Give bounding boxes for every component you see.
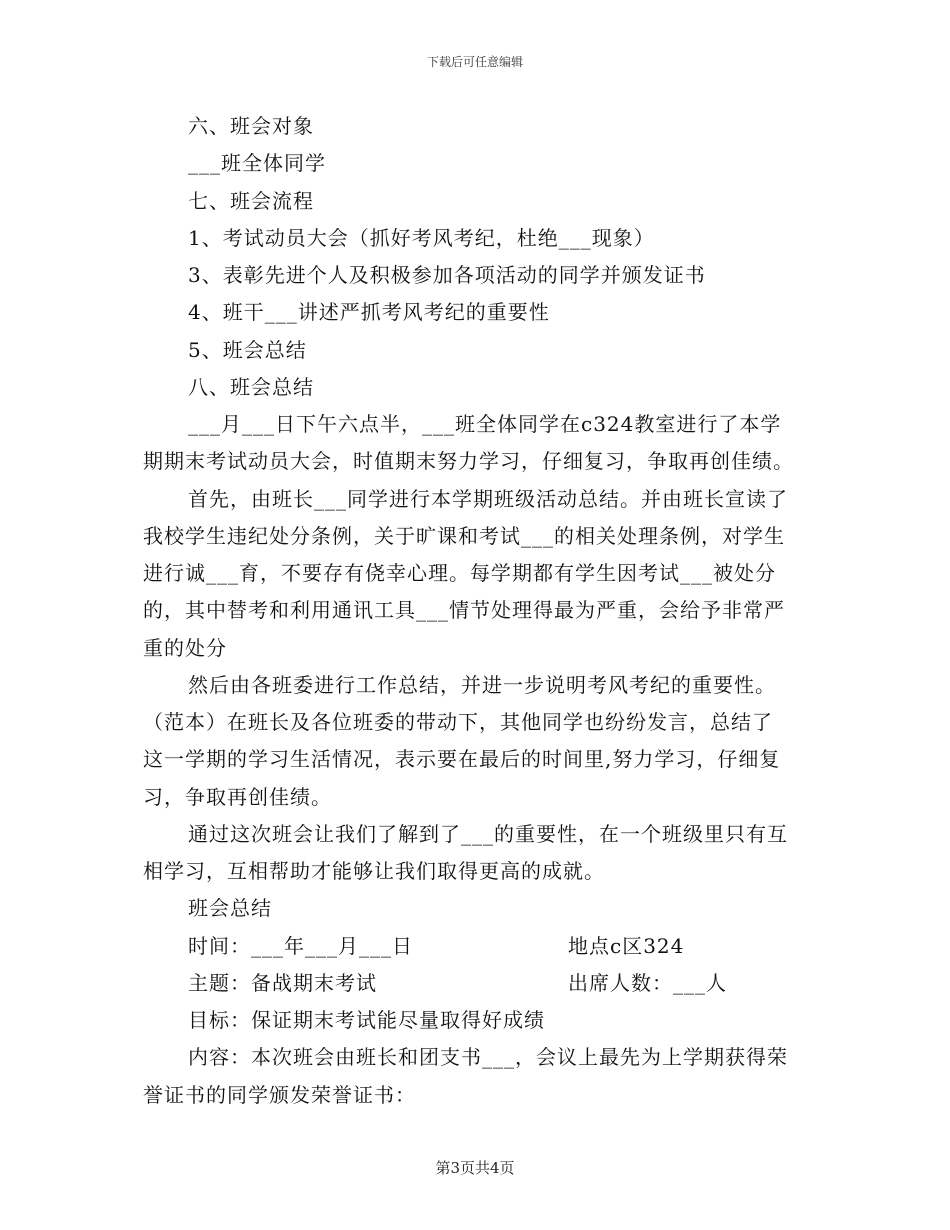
- paragraph-line: 这一学期的学习生活情况，表示要在最后的时间里,努力学习，仔细复: [143, 747, 781, 771]
- info-theme: 主题：备战期末考试: [188, 971, 377, 995]
- list-item: 4、班干___讲述严抓考风考纪的重要性: [188, 300, 550, 324]
- paragraph-line: ___班全体同学: [188, 151, 326, 175]
- info-time: 时间：___年___月___日: [188, 934, 413, 958]
- paragraph-line: 首先，由班长___同学进行本学期班级活动总结。并由班长宣读了: [188, 487, 788, 511]
- list-item: 5、班会总结: [188, 338, 307, 362]
- section-heading: 七、班会流程: [188, 189, 314, 213]
- info-attendance: 出席人数：___人: [568, 971, 727, 995]
- page-footer: 第3页共4页: [435, 1159, 515, 1177]
- paragraph-line: 习，争取再创佳绩。: [143, 785, 332, 809]
- list-item: 3、表彰先进个人及积极参加各项活动的同学并颁发证书: [188, 263, 706, 287]
- paragraph-line: 的，其中替考和利用通讯工具___情节处理得最为严重，会给予非常严: [143, 598, 785, 622]
- section-heading: 六、班会对象: [188, 114, 314, 138]
- section-heading: 班会总结: [188, 896, 272, 920]
- info-goal: 目标：保证期末考试能尽量取得好成绩: [188, 1008, 545, 1032]
- paragraph-line: 相学习，互相帮助才能够让我们取得更高的成就。: [143, 859, 605, 883]
- paragraph-line: 誉证书的同学颁发荣誉证书：: [143, 1083, 416, 1107]
- paragraph-line: 重的处分: [143, 636, 227, 660]
- paragraph-line: 期期末考试动员大会，时值期末努力学习，仔细复习，争取再创佳绩。: [143, 449, 794, 473]
- page-header: 下载后可任意编辑: [426, 55, 523, 69]
- paragraph-line: 然后由各班委进行工作总结，并进一步说明考风考纪的重要性。: [188, 673, 776, 697]
- section-heading: 八、班会总结: [188, 375, 314, 399]
- paragraph-line: 进行诚___育，不要存有侥幸心理。每学期都有学生因考试___被处分: [143, 561, 776, 585]
- paragraph-line: 我校学生违纪处分条例，关于旷课和考试___的相关处理条例，对学生: [143, 524, 785, 548]
- info-place: 地点c区324: [568, 934, 685, 958]
- paragraph-line: 内容：本次班会由班长和团支书___，会议上最先为上学期获得荣: [188, 1045, 788, 1069]
- paragraph-line: 通过这次班会让我们了解到了___的重要性，在一个班级里只有互: [188, 822, 788, 846]
- paragraph-line: （范本）在班长及各位班委的带动下，其他同学也纷纷发言，总结了: [143, 710, 773, 734]
- list-item: 1、考试动员大会（抓好考风考纪，杜绝___现象）: [188, 226, 655, 250]
- paragraph-line: ___月___日下午六点半，___班全体同学在c324教室进行了本学: [188, 412, 782, 436]
